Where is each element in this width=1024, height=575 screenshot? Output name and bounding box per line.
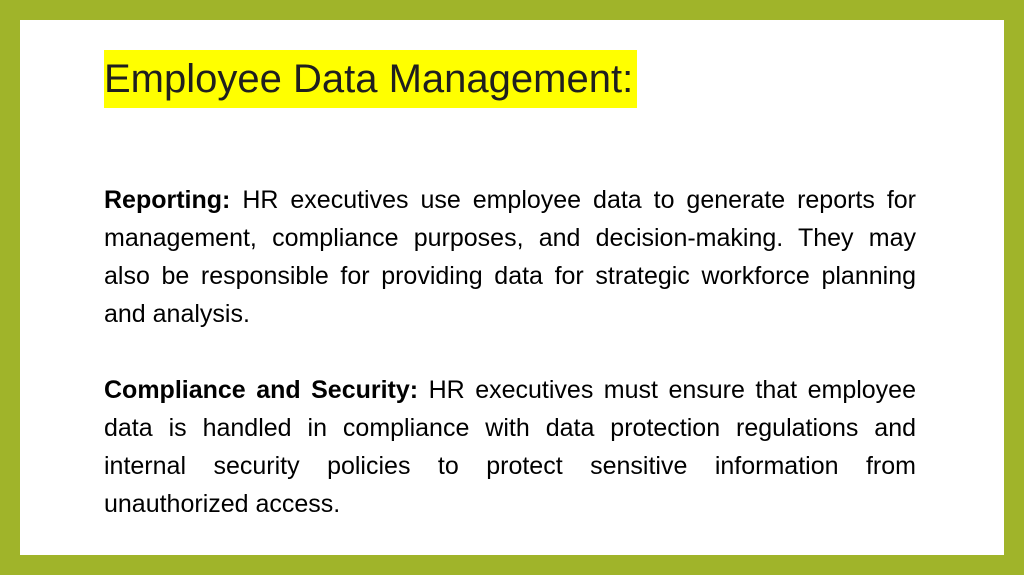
paragraph-heading: Compliance and Security: — [104, 376, 419, 404]
paragraph-text: HR executives must ensure that employee data is handled in compliance with data protection regulations and internal security policies to protect sensitive information from unauthorized access. — [104, 376, 916, 518]
paragraph-text: HR executives use employee data to generate reports for management, compliance purposes, and decision-making. They may also be responsible for providing data for strategic workforce planning and analysis. — [104, 186, 916, 328]
paragraph-heading: Reporting: — [104, 186, 231, 214]
paragraph-reporting — [104, 181, 916, 333]
slide — [20, 20, 1004, 555]
paragraph-compliance — [104, 371, 916, 523]
slide-title: Employee Data Management: — [104, 50, 637, 108]
